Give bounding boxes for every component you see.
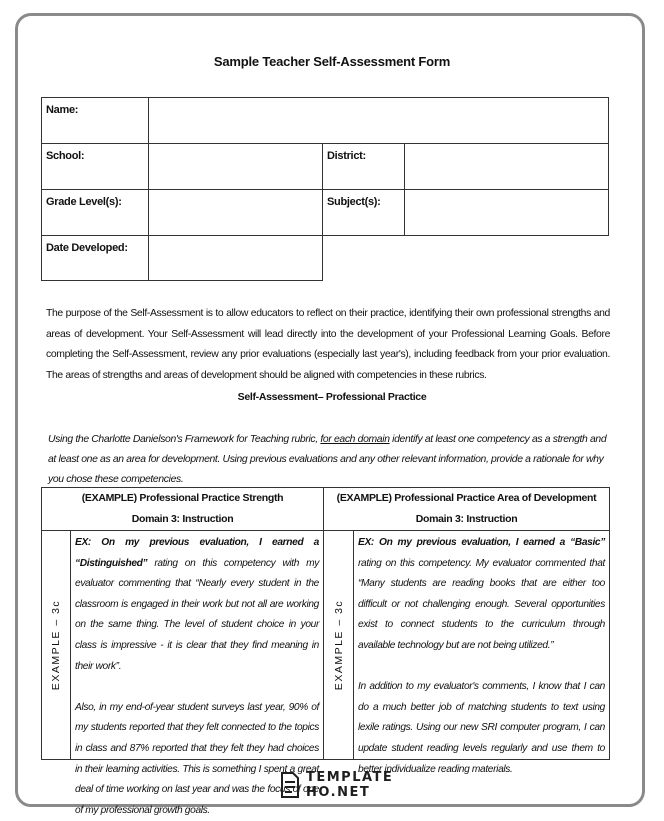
left-paragraph-2: Also, in my end-of-year student surveys last year, 90% of my students reported that they felt connected to the topics in class and 87% reported that they felt they had choices in their learning activities. This is something I spent a great deal of time working on last year and was the focus of one of my professional growth goals.: [75, 701, 319, 816]
intro-paragraph: The purpose of the Self-Assessment is to allow educators to reflect on their practice, identifying their own professional strengths and areas of development. Your Self-Assessment will lead directly into the development of your Professional Learning Goals. Before completing the Self-Assessment, review any prior evaluations (especially last year's), including feedback from your prior evaluation. The areas of strengths and areas of development should be aligned with competencies in these rubrics.: [46, 308, 610, 381]
left-paragraph-1-rest: rating on this competency with my evaluator commenting that “Nearly every student in the classroom is engaged in their work but not all are working on the same thing. The level of student choice in your class is impressive - it is clear that they find meaning in their work”.: [75, 557, 319, 672]
left-paragraph-1-lead: EX: On my previous evaluation, I earned a “Distinguished”: [75, 537, 319, 569]
right-header-line-2: Domain 3: Instruction: [415, 513, 518, 525]
form-title: Sample Teacher Self-Assessment Form: [213, 54, 451, 69]
instruction-part-2: identify at least one competency as a strength and at least one as an area for development. Using previous evaluations and any other relevant information, provide a rationale for why you chose these competencies.: [48, 434, 607, 485]
school-label: School:: [46, 150, 85, 162]
grade-value-cell[interactable]: [148, 189, 323, 236]
templateho-logo: [280, 770, 400, 804]
grade-label-cell: [41, 189, 149, 236]
right-header-line-1: (EXAMPLE) Professional Practice Area of Development: [336, 492, 597, 504]
left-body-cell: [70, 530, 324, 816]
district-value-cell[interactable]: [404, 143, 609, 190]
date-value-cell[interactable]: [148, 235, 323, 281]
right-paragraph-2: In addition to my evaluator's comments, I know that I can do a much better job of matching students to text using lexile ratings. Using our new SRI computer program, I can update student reading levels regularly and use them to better individualize reading materials.: [358, 681, 605, 775]
left-header: [41, 487, 324, 531]
left-header-line-2: Domain 3: Instruction: [131, 513, 234, 525]
left-paragraph-1: [75, 533, 319, 677]
district-label: District:: [327, 150, 366, 162]
right-side-label-cell: [323, 530, 354, 760]
district-label-cell: [322, 143, 405, 190]
school-label-cell: [41, 143, 149, 190]
logo-line-1: TEMPLATE: [306, 770, 394, 785]
right-body-cell: [353, 530, 610, 775]
left-side-label-cell: [41, 530, 71, 760]
document-icon: [280, 772, 300, 798]
right-paragraph-1-lead: EX: On my previous evaluation, I earned a “Basic”: [358, 537, 605, 548]
date-label-cell: [41, 235, 149, 281]
grade-label: Grade Level(s):: [46, 196, 122, 208]
name-label-cell: [41, 97, 149, 144]
name-label: Name:: [46, 104, 79, 116]
left-header-line-1: (EXAMPLE) Professional Practice Strength: [81, 492, 284, 504]
logo-text: [306, 770, 393, 800]
right-paragraph-1-rest: rating on this competency. My evaluator commented that “Many students are reading books that are either too difficult or not challenging enough. Several opportunities exist to connect students to the curriculum through available technology but are not being utilized.”: [358, 557, 605, 651]
right-header: [323, 487, 610, 531]
right-paragraph-1: [358, 533, 605, 657]
subject-label-cell: [322, 189, 405, 236]
instruction-part-1: Using the Charlotte Danielson's Framework for Teaching rubric,: [48, 434, 321, 445]
section-heading: Self-Assessment– Professional Practice: [237, 391, 427, 403]
school-value-cell[interactable]: [148, 143, 323, 190]
date-label: Date Developed:: [46, 242, 128, 254]
logo-line-2: HO.NET: [306, 785, 371, 800]
subject-value-cell[interactable]: [404, 189, 609, 236]
instruction-text: [48, 430, 610, 490]
instruction-underlined: for each domain: [320, 434, 390, 445]
left-side-label: EXAMPLE – 3c: [50, 599, 62, 691]
right-side-label: EXAMPLE – 3c: [332, 599, 345, 691]
name-value-cell[interactable]: [148, 97, 609, 144]
subject-label: Subject(s):: [327, 196, 381, 208]
